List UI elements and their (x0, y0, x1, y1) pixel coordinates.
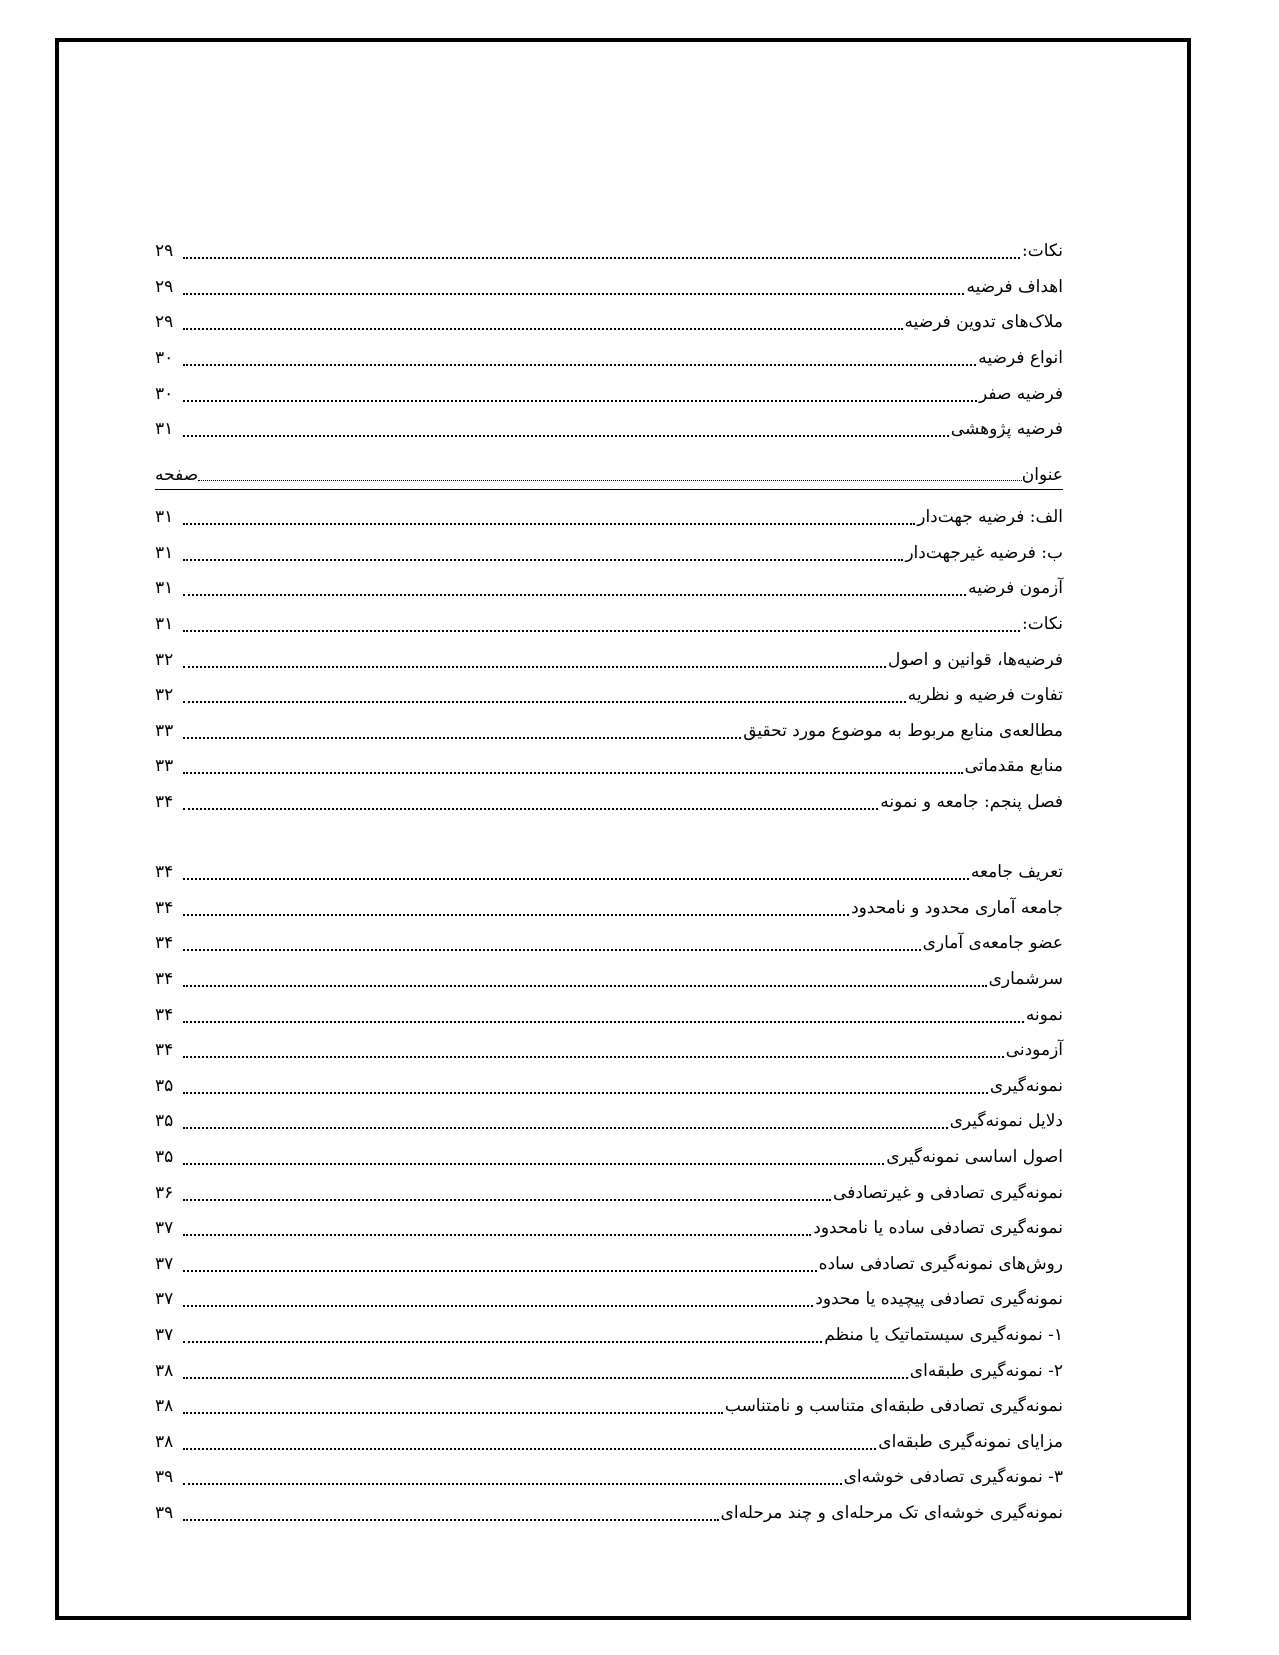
toc-entry (155, 1104, 1063, 1140)
toc-entry-page: ۳۱ (155, 419, 174, 440)
toc-list-part2 (155, 500, 1063, 820)
toc-entry-leader (183, 1304, 813, 1307)
toc-entry-title: ۳- نمونه‌گیری تصادفی خوشه‌ای (843, 1467, 1063, 1488)
toc-entry-leader (183, 1162, 884, 1165)
toc-entry-leader (183, 292, 964, 295)
toc-entry-leader (183, 1198, 831, 1201)
toc-entry (155, 536, 1063, 572)
toc-entry-page: ۲۹ (155, 241, 174, 262)
toc-entry-title: فرضیه‌ها، قوانین و اصول (888, 649, 1063, 670)
toc-entry-page: ۳۵ (155, 1147, 174, 1168)
toc-entry-title: نمونه‌گیری تصادفی و غیرتصادفی (833, 1182, 1063, 1203)
toc-entry-leader (183, 1055, 1004, 1058)
toc-entry-page: ۳۴ (155, 1004, 174, 1025)
toc-entry-leader (183, 1091, 988, 1094)
toc-header-leader (198, 479, 1022, 481)
toc-entry (155, 1389, 1063, 1425)
toc-entry-title: نمونه‌گیری تصادفی طبقه‌ای متناسب و نامتناسب (724, 1396, 1063, 1417)
toc-entry-title: نکات: (1021, 241, 1063, 262)
toc-entry-title: مزایای نمونه‌گیری طبقه‌ای (878, 1431, 1063, 1452)
toc-entry (155, 607, 1063, 643)
toc-list-part3 (155, 855, 1063, 1531)
toc-entry-title: ب: فرضیه غیرجهت‌دار (905, 542, 1063, 563)
toc-entry-page: ۳۷ (155, 1253, 174, 1274)
toc-entry-leader (183, 1376, 908, 1379)
toc-entry-leader (183, 399, 977, 402)
toc-entry (155, 1247, 1063, 1283)
toc-entry-page: ۳۴ (155, 792, 174, 813)
toc-entry-title: ۱- نمونه‌گیری سیستماتیک یا منظم (824, 1325, 1063, 1346)
toc-entry (155, 1353, 1063, 1389)
toc-entry (155, 1496, 1063, 1532)
toc-entry-page: ۲۹ (155, 312, 174, 333)
toc-entry-page: ۳۴ (155, 897, 174, 918)
toc-entry-title: نمونه‌گیری خوشه‌ای تک مرحله‌ای و چند مرحله‌ای (720, 1502, 1063, 1523)
toc-entry-page: ۳۱ (155, 542, 174, 563)
toc-entry-page: ۳۷ (155, 1325, 174, 1346)
toc-list-part1 (155, 234, 1063, 448)
toc-entry-title: فصل پنجم: جامعه و نمونه (880, 792, 1063, 813)
toc-entry-page: ۳۰ (155, 383, 174, 404)
toc-entry-title: نمونه (1025, 1004, 1063, 1025)
toc-entry-leader (183, 1518, 719, 1521)
toc-entry-title: روش‌های نمونه‌گیری تصادفی ساده (818, 1253, 1063, 1274)
toc-entry-page: ۳۴ (155, 969, 174, 990)
toc-entry-title: تفاوت فرضیه و نظریه (907, 685, 1063, 706)
toc-entry-title: تعریف جامعه (970, 862, 1063, 883)
toc-entry-leader (183, 256, 1020, 259)
toc-entry (155, 891, 1063, 927)
toc-entry-leader (183, 984, 987, 987)
toc-entry-leader (183, 877, 969, 880)
toc-entry-page: ۳۸ (155, 1360, 174, 1381)
toc-entry-title: نکات: (1021, 614, 1063, 635)
toc-entry-leader (183, 629, 1020, 632)
toc-entry-page: ۳۵ (155, 1075, 174, 1096)
toc-entry-page: ۳۸ (155, 1431, 174, 1452)
toc-entry (155, 1069, 1063, 1105)
toc-entry-page: ۳۲ (155, 685, 174, 706)
toc-entry-leader (183, 434, 949, 437)
toc-entry (155, 678, 1063, 714)
toc-entry-title: نمونه‌گیری تصادفی پیچیده یا محدود (815, 1289, 1063, 1310)
toc-entry (155, 926, 1063, 962)
toc-entry (155, 412, 1063, 448)
toc-entry-leader (183, 1411, 723, 1414)
toc-entry-title: انواع فرضیه (978, 348, 1063, 369)
toc-entry-leader (183, 327, 903, 330)
toc-entry-page: ۳۴ (155, 933, 174, 954)
toc-entry (155, 1282, 1063, 1318)
toc-entry (155, 1318, 1063, 1354)
toc-entry (155, 1033, 1063, 1069)
toc-entry-title: عضو جامعه‌ی آماری (922, 933, 1063, 954)
toc-entry-page: ۳۷ (155, 1218, 174, 1239)
toc-entry-page: ۳۳ (155, 720, 174, 741)
toc-entry-title: دلایل نمونه‌گیری (949, 1111, 1063, 1132)
toc-entry-leader (183, 1020, 1024, 1023)
toc-entry-leader (183, 913, 849, 916)
toc-entry-title: جامعه آماری محدود و نامحدود (851, 897, 1063, 918)
toc-entry-page: ۳۶ (155, 1182, 174, 1203)
toc-entry-title: ملاک‌های تدوین فرضیه (904, 312, 1063, 333)
toc-entry (155, 1175, 1063, 1211)
toc-entry-page: ۳۵ (155, 1111, 174, 1132)
toc-entry-title: نمونه‌گیری تصادفی ساده یا نامحدود (813, 1218, 1063, 1239)
toc-entry-leader (183, 1269, 817, 1272)
toc-header-page: صفحه (155, 464, 199, 485)
toc-entry-page: ۳۲ (155, 649, 174, 670)
toc-entry (155, 785, 1063, 821)
toc-entry-leader (183, 558, 903, 561)
toc-entry-title: منابع مقدماتی (964, 756, 1063, 777)
toc-entry-page: ۲۹ (155, 276, 174, 297)
toc-entry (155, 270, 1063, 306)
toc-entry-page: ۳۳ (155, 756, 174, 777)
toc-entry-page: ۳۱ (155, 507, 174, 528)
toc-entry-leader (183, 363, 976, 366)
toc-entry-title: سرشماری (988, 969, 1063, 990)
toc-entry (155, 855, 1063, 891)
toc-entry-leader (183, 1482, 842, 1485)
toc-header-title: عنوان (1021, 464, 1063, 485)
toc-entry-title: اهداف فرضیه (966, 276, 1063, 297)
toc-entry-leader (183, 1126, 948, 1129)
toc-entry-page: ۳۴ (155, 1040, 174, 1061)
toc-entry (155, 305, 1063, 341)
toc-entry (155, 234, 1063, 270)
toc-entry-page: ۳۰ (155, 348, 174, 369)
toc-entry-leader (183, 771, 963, 774)
toc-entry-title: آزمودنی (1005, 1040, 1063, 1061)
toc-entry-leader (183, 665, 886, 668)
toc-entry-leader (183, 700, 906, 703)
toc-entry-page: ۳۹ (155, 1502, 174, 1523)
toc-entry-title: نمونه‌گیری (989, 1075, 1063, 1096)
toc-entry-leader (183, 593, 966, 596)
toc-entry-page: ۳۱ (155, 614, 174, 635)
toc-entry-title: اصول اساسی نمونه‌گیری (886, 1147, 1063, 1168)
toc-entry-title: مطالعه‌ی منابع مربوط به موضوع مورد تحقیق (743, 720, 1063, 741)
toc-entry (155, 1140, 1063, 1176)
toc-entry-leader (183, 522, 915, 525)
toc-entry (155, 714, 1063, 750)
toc-entry-page: ۳۹ (155, 1467, 174, 1488)
toc-entry-page: ۳۱ (155, 578, 174, 599)
toc-entry-title: الف: فرضیه جهت‌دار (917, 507, 1063, 528)
toc-entry (155, 376, 1063, 412)
toc-entry-title: ۲- نمونه‌گیری طبقه‌ای (909, 1360, 1063, 1381)
toc-entry-leader (183, 1447, 876, 1450)
toc-entry (155, 341, 1063, 377)
toc-header (155, 460, 1063, 490)
toc-entry-title: فرضیه صفر (978, 383, 1063, 404)
toc-entry-page: ۳۸ (155, 1396, 174, 1417)
toc-entry (155, 749, 1063, 785)
toc-entry (155, 571, 1063, 607)
toc-entry (155, 1425, 1063, 1461)
toc-entry-leader (183, 736, 741, 739)
toc-entry (155, 997, 1063, 1033)
toc-entry-title: آزمون فرضیه (968, 578, 1063, 599)
toc-entry-page: ۳۷ (155, 1289, 174, 1310)
toc-entry (155, 1211, 1063, 1247)
toc-entry-leader (183, 1233, 811, 1236)
toc-entry-title: فرضیه پژوهشی (950, 419, 1063, 440)
toc-entry (155, 642, 1063, 678)
toc-entry (155, 962, 1063, 998)
toc-entry-leader (183, 948, 921, 951)
toc-entry-page: ۳۴ (155, 862, 174, 883)
toc-entry-leader (183, 1340, 822, 1343)
toc-entry-leader (183, 807, 878, 810)
toc-entry (155, 1460, 1063, 1496)
toc-entry (155, 500, 1063, 536)
